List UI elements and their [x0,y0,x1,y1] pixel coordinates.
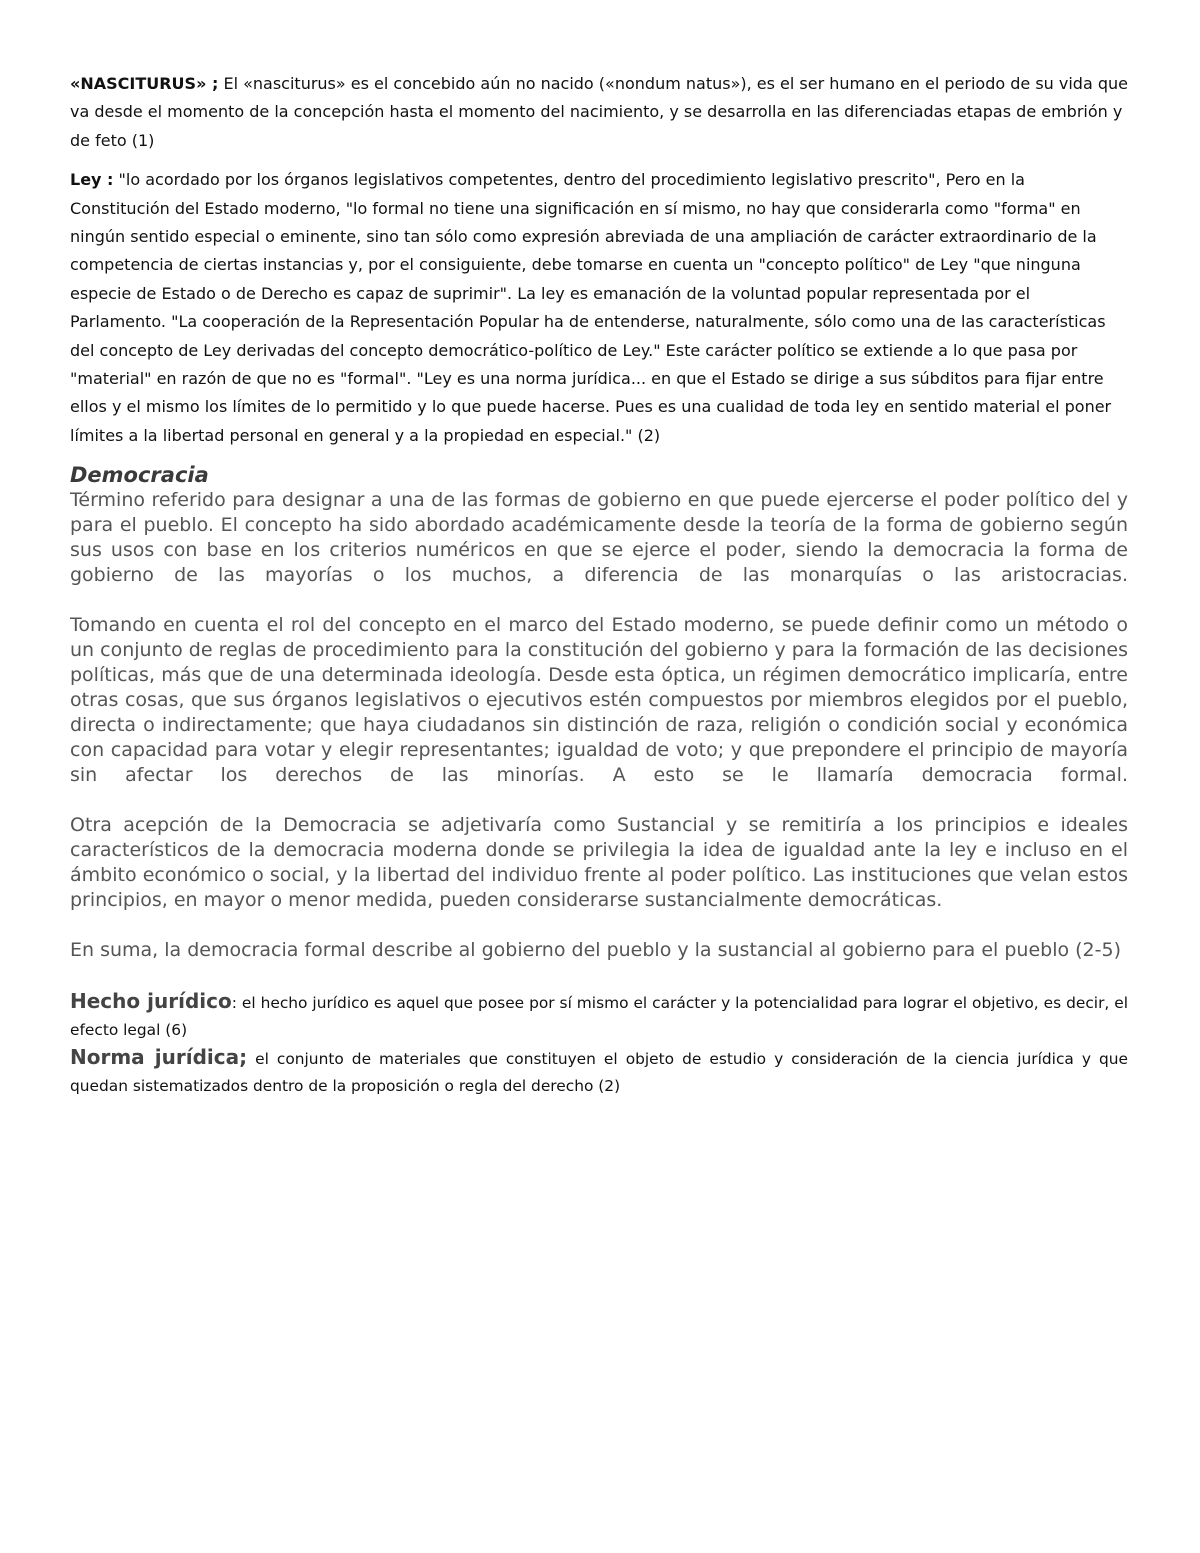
hecho-juridico-term: Hecho jurídico [70,989,232,1014]
democracia-heading: Democracia [70,463,209,488]
ley-paragraph [70,166,1128,450]
ley-text: "lo acordado por los órganos legislativos competentes, dentro del procedimiento legislativo prescrito", Pero en la Constitución del Estado moderno, "lo formal no tiene una significación en sí mismo, no hay que considerarla como "forma" en ningún sentido especial o eminente, sino tan sólo como expresión abreviada de una ampliación de carácter extraordinario de la competencia de ciertas instancias y, por el consiguiente, debe tomarse en cuenta un "concepto político" de Ley "que ninguna especie de Estado o de Derecho es capaz de suprimir". La ley es emanación de la voluntad popular representada por el Parlamento. "La cooperación de la Representación Popular ha de entenderse, naturalmente, sólo como una de las características del concepto de Ley derivadas del concepto democrático-político de Ley." Este carácter político se extiende a lo que pasa por "material" en razón de que no es "formal". "Ley es una norma jurídica... en que el Estado se dirige a sus súbditos para fijar entre ellos y el mismo los límites de lo permitido y lo que puede hacerse. Pues es una cualidad de toda ley en sentido material el poner límites a la libertad personal en general y a la propiedad en especial." (2) [70,170,1112,445]
democracia-paragraph-3: Otra acepción de la Democracia se adjetivaría como Sustancial y se remitiría a los principios e ideales característicos de la democracia moderna donde se privilegia la idea de igualdad ante la ley e incluso en el ámbito económico o social, y la libertad del individuo frente al poder político. Las instituciones que velan estos principios, en mayor o menor medida, pueden considerarse sustancialmente democráticas. [70,814,1128,912]
ley-term: Ley : [70,170,114,190]
norma-juridica-paragraph [70,1044,1128,1100]
document-page [70,70,1128,1100]
democracia-paragraph-2: Tomando en cuenta el rol del concepto en el marco del Estado moderno, se puede definir como un método o un conjunto de reglas de procedimiento para la constitución del gobierno y para la formación de las decisiones políticas, más que de una determinada ideología. Desde esta óptica, un régimen democrático implicaría, entre otras cosas, que sus órganos legislativos o ejecutivos estén compuestos por miembros elegidos por el pueblo, directa o indirectamente; que haya ciudadanos sin distinción de raza, religión o condición social y económica con capacidad para votar y elegir representantes; igualdad de voto; y que prepondere el principio de mayoría sin afectar los derechos de las minorías. A esto se le llamaría democracia formal. [70,614,1128,787]
democracia-paragraph-1: Término referido para designar a una de las formas de gobierno en que puede ejercerse el poder político del y para el pueblo. El concepto ha sido abordado académicamente desde la teoría de la forma de gobierno según sus usos con base en los criterios numéricos en que se ejerce el poder, siendo la democracia la forma de gobierno de las mayorías o los muchos, a diferencia de las monarquías o las aristocracias. [70,489,1128,587]
hecho-juridico-paragraph [70,988,1128,1044]
norma-juridica-term: Norma jurídica; [70,1045,248,1070]
nasciturus-paragraph [70,70,1128,155]
hecho-juridico-text: : el hecho jurídico es aquel que posee por sí mismo el carácter y la potencialidad para lograr el objetivo, es decir, el efecto legal (6) [70,994,1128,1040]
nasciturus-text: El «nasciturus» es el concebido aún no nacido («nondum natus»), es el ser humano en el periodo de su vida que va desde el momento de la concepción hasta el momento del nacimiento, y se desarrolla en las diferenciadas etapas de embrión y de feto (1) [70,74,1128,150]
norma-juridica-text: el conjunto de materiales que constituyen el objeto de estudio y consideración de la ciencia jurídica y que quedan sistematizados dentro de la proposición o regla del derecho (2) [70,1050,1128,1096]
nasciturus-term: «NASCITURUS» ; [70,74,219,93]
democracia-paragraph-4: En suma, la democracia formal describe al gobierno del pueblo y la sustancial al gobierno para el pueblo (2-5) [70,939,1121,962]
